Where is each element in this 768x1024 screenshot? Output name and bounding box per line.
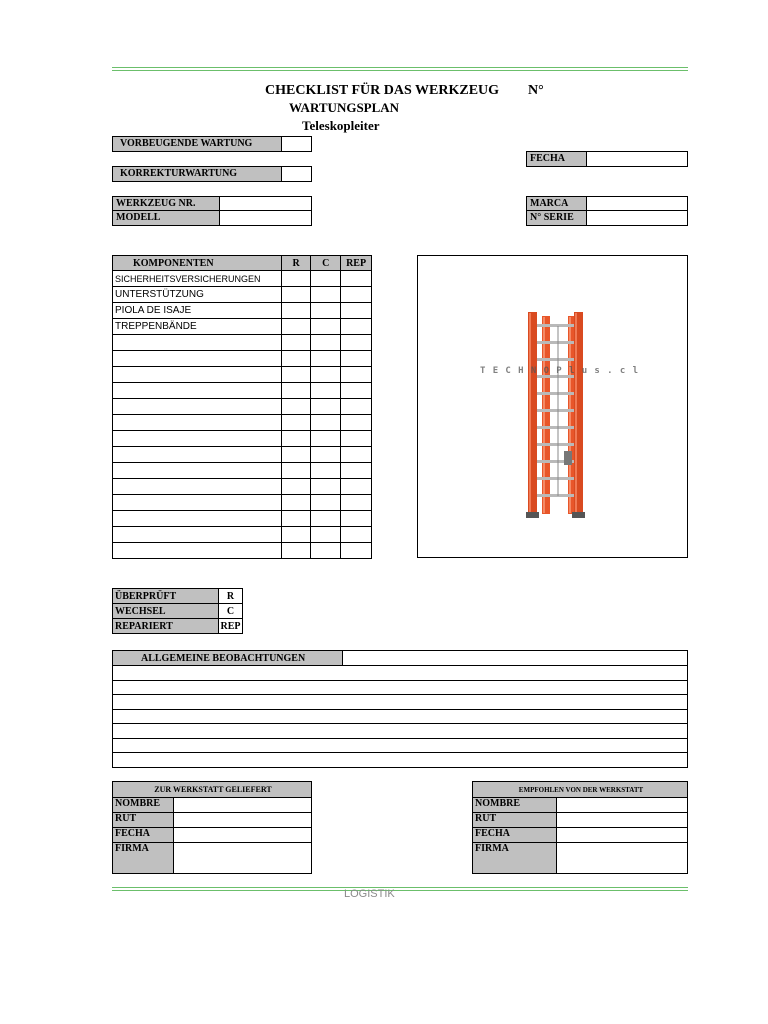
check-r[interactable] (281, 319, 311, 335)
check-r[interactable] (281, 463, 311, 479)
table-row (113, 828, 312, 843)
recommended-table (472, 781, 688, 874)
check-r[interactable] (281, 383, 311, 399)
check-rep[interactable] (341, 335, 372, 351)
table-row (473, 843, 688, 874)
check-c[interactable] (311, 431, 341, 447)
recommended-name-field[interactable] (556, 798, 687, 813)
check-r[interactable] (281, 431, 311, 447)
check-rep[interactable] (341, 543, 372, 559)
check-r[interactable] (281, 335, 311, 351)
component-name[interactable] (113, 399, 282, 415)
component-name[interactable] (113, 415, 282, 431)
check-c[interactable] (311, 287, 341, 303)
table-row (113, 495, 372, 511)
brand-field[interactable] (586, 196, 688, 211)
ladder-image-frame (417, 255, 688, 558)
check-rep[interactable] (341, 463, 372, 479)
table-row (113, 843, 312, 874)
table-row (113, 335, 372, 351)
check-r[interactable] (281, 367, 311, 383)
date-label: FECHA (526, 151, 587, 167)
observation-line[interactable] (113, 724, 688, 739)
check-c[interactable] (311, 319, 341, 335)
component-name: PIOLA DE ISAJE (113, 303, 282, 319)
serial-label: N° SERIE (526, 210, 587, 226)
footer-text: LOGISTIK (344, 888, 395, 900)
preventive-maintenance-checkbox[interactable] (281, 136, 312, 152)
table-row (113, 431, 372, 447)
check-c[interactable] (311, 511, 341, 527)
components-header: KOMPONENTEN (113, 256, 282, 271)
delivered-header-row (113, 782, 312, 798)
delivered-signature-label: FIRMA (113, 843, 174, 874)
check-r[interactable] (281, 447, 311, 463)
check-rep[interactable] (341, 479, 372, 495)
check-r[interactable] (281, 303, 311, 319)
ladder-icon (418, 256, 687, 557)
table-row (113, 527, 372, 543)
check-r[interactable] (281, 287, 311, 303)
check-r[interactable] (281, 527, 311, 543)
delivered-name-label: NOMBRE (113, 798, 174, 813)
check-c[interactable] (311, 543, 341, 559)
table-row (113, 287, 372, 303)
delivered-rut-field[interactable] (173, 813, 311, 828)
check-rep[interactable] (341, 511, 372, 527)
component-name[interactable] (113, 431, 282, 447)
check-r[interactable] (281, 479, 311, 495)
col-r-header: R (281, 256, 311, 271)
table-row (473, 813, 688, 828)
table-row (113, 319, 372, 335)
check-c[interactable] (311, 447, 341, 463)
component-name[interactable] (113, 527, 282, 543)
bottom-rule-2 (112, 890, 688, 891)
check-rep[interactable] (341, 303, 372, 319)
check-c[interactable] (311, 527, 341, 543)
delivered-date-field[interactable] (173, 828, 311, 843)
component-name[interactable] (113, 447, 282, 463)
component-name: UNTERSTÜTZUNG (113, 287, 282, 303)
observation-line[interactable] (113, 709, 688, 724)
observations-title: ALLGEMEINE BEOBACHTUNGEN (113, 651, 343, 666)
legend-label: WECHSEL (113, 604, 219, 619)
check-c[interactable] (311, 463, 341, 479)
table-row (113, 415, 372, 431)
check-r[interactable] (281, 271, 311, 287)
delivered-rut-label: RUT (113, 813, 174, 828)
corrective-maintenance-checkbox[interactable] (281, 166, 312, 182)
legend-row (113, 619, 243, 634)
check-rep[interactable] (341, 495, 372, 511)
col-rep-header: REP (341, 256, 372, 271)
date-field[interactable] (586, 151, 688, 167)
check-c[interactable] (311, 383, 341, 399)
model-label: MODELL (112, 210, 220, 226)
legend-row (113, 589, 243, 604)
check-rep[interactable] (341, 383, 372, 399)
delivered-signature-field[interactable] (173, 843, 311, 874)
check-r[interactable] (281, 415, 311, 431)
delivered-name-field[interactable] (173, 798, 311, 813)
component-name[interactable] (113, 479, 282, 495)
bottom-rule (112, 887, 688, 888)
table-row (113, 399, 372, 415)
corrective-maintenance-label: KORREKTURWARTUNG (112, 166, 282, 182)
delivered-title: ZUR WERKSTATT GELIEFERT (113, 782, 312, 798)
check-c[interactable] (311, 415, 341, 431)
component-name[interactable] (113, 351, 282, 367)
table-row (113, 303, 372, 319)
check-rep[interactable] (341, 447, 372, 463)
component-name[interactable] (113, 511, 282, 527)
table-row (113, 463, 372, 479)
table-row (113, 447, 372, 463)
watermark-text: TECHNOPlus.cl (480, 366, 638, 376)
recommended-header-row (473, 782, 688, 798)
observation-line[interactable] (113, 738, 688, 753)
table-row (113, 479, 372, 495)
recommended-date-field[interactable] (556, 828, 687, 843)
check-r[interactable] (281, 399, 311, 415)
table-row (113, 543, 372, 559)
check-rep[interactable] (341, 319, 372, 335)
table-row (113, 511, 372, 527)
top-rule-2 (112, 70, 688, 71)
recommended-name-label: NOMBRE (473, 798, 557, 813)
observations-header-row (113, 651, 688, 666)
brand-label: MARCA (526, 196, 587, 211)
component-name[interactable] (113, 367, 282, 383)
check-rep[interactable] (341, 271, 372, 287)
table-row (113, 351, 372, 367)
check-c[interactable] (311, 495, 341, 511)
delivered-date-label: FECHA (113, 828, 174, 843)
check-r[interactable] (281, 495, 311, 511)
check-rep[interactable] (341, 399, 372, 415)
serial-field[interactable] (586, 210, 688, 226)
components-table (112, 255, 372, 559)
tool-name: Teleskopleiter (302, 118, 380, 133)
legend-code: C (219, 604, 243, 619)
observation-line[interactable] (113, 695, 688, 710)
legend-row (113, 604, 243, 619)
top-rule (112, 67, 688, 68)
check-rep[interactable] (341, 367, 372, 383)
page-subtitle: WARTUNGSPLAN (289, 100, 400, 115)
table-row (113, 798, 312, 813)
check-rep[interactable] (341, 527, 372, 543)
preventive-maintenance-label: VORBEUGENDE WARTUNG (112, 136, 282, 152)
check-r[interactable] (281, 511, 311, 527)
legend-label: REPARIERT (113, 619, 219, 634)
table-row (113, 383, 372, 399)
table-row (113, 367, 372, 383)
check-c[interactable] (311, 367, 341, 383)
table-row (113, 271, 372, 287)
component-name[interactable] (113, 463, 282, 479)
check-c[interactable] (311, 479, 341, 495)
component-name: SICHERHEITSVERSICHERUNGEN (113, 271, 282, 287)
observation-line[interactable] (113, 753, 688, 768)
check-rep[interactable] (341, 351, 372, 367)
delivered-table (112, 781, 312, 874)
check-r[interactable] (281, 543, 311, 559)
check-c[interactable] (311, 351, 341, 367)
check-rep[interactable] (341, 431, 372, 447)
col-c-header: C (311, 256, 341, 271)
table-row (473, 798, 688, 813)
recommended-date-label: FECHA (473, 828, 557, 843)
recommended-signature-field[interactable] (556, 843, 687, 874)
table-row (473, 828, 688, 843)
check-rep[interactable] (341, 415, 372, 431)
component-name: TREPPENBÄNDE (113, 319, 282, 335)
observations-table (112, 650, 688, 768)
recommended-rut-label: RUT (473, 813, 557, 828)
check-r[interactable] (281, 351, 311, 367)
legend-label: ÜBERPRÜFT (113, 589, 219, 604)
component-name[interactable] (113, 495, 282, 511)
observation-line[interactable] (113, 680, 688, 695)
component-name[interactable] (113, 543, 282, 559)
legend-table (112, 588, 243, 634)
check-c[interactable] (311, 303, 341, 319)
component-name[interactable] (113, 383, 282, 399)
check-c[interactable] (311, 335, 341, 351)
legend-code: R (219, 589, 243, 604)
tool-number-field[interactable] (219, 196, 312, 211)
check-c[interactable] (311, 399, 341, 415)
legend-code: REP (220, 620, 241, 632)
table-row (113, 813, 312, 828)
recommended-signature-label: FIRMA (473, 843, 557, 874)
tool-number-label: WERKZEUG NR. (112, 196, 220, 211)
component-name[interactable] (113, 335, 282, 351)
observation-line[interactable] (113, 666, 688, 681)
recommended-rut-field[interactable] (556, 813, 687, 828)
recommended-title: EMPFOHLEN VON DER WERKSTATT (473, 782, 688, 798)
page-title: CHECKLIST FÜR DAS WERKZEUG (265, 83, 500, 98)
check-rep[interactable] (341, 287, 372, 303)
components-header-row (113, 256, 372, 271)
number-label: N° (528, 83, 544, 98)
model-field[interactable] (219, 210, 312, 226)
observations-header-field[interactable] (342, 651, 687, 666)
check-c[interactable] (311, 271, 341, 287)
